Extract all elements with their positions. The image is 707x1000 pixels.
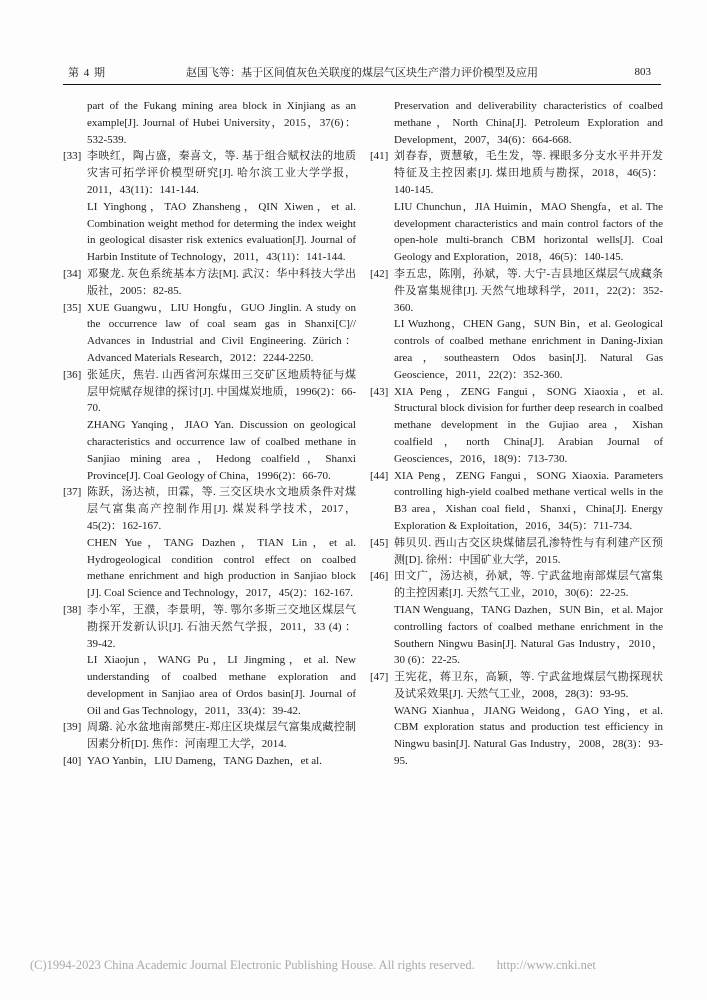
reference-body: [87, 266, 356, 300]
reference-entry: [63, 484, 356, 602]
reference-paragraph: LI Wuzhong，CHEN Gang，SUN Bin，et al. Geological controls of coalbed methane enrichment in Daning-Jixian area，southeastern Odos basin[J]. Natural Gas Geoscience，2011，22(2)：352-360.: [394, 318, 663, 381]
reference-number: [46]: [370, 570, 389, 583]
header-rule: [63, 84, 661, 85]
reference-body: [394, 266, 663, 384]
reference-paragraph: 李五忠，陈刚，孙斌，等. 大宁-吉县地区煤层气成藏条件及富集规律[J]. 天然气地球科学，2011，22(2)：352-360.: [394, 267, 663, 314]
references-right-column: [370, 98, 663, 770]
reference-body: [87, 719, 356, 753]
reference-entry: [370, 568, 663, 669]
reference-entry: [63, 367, 356, 485]
reference-paragraph: XUE Guangwu，LIU Hongfu，GUO Jinglin. A study on the occurrence law of coal seam gas in Shanxi[C]// Advances in Industrial and Civil Engineering. Zürich：Advanced Materials Research，2012：2244-2250.: [87, 301, 356, 364]
reference-body: [394, 468, 663, 535]
reference-paragraph: XIA Peng，ZENG Fangui，SONG Xiaoxia. Parameters controlling high-yield coalbed methane vertical wells in the B3 area，Xishan coal field，Shanxi，China[J]. Energy Exploration & Exploitation，2016，34(5)：711-734.: [394, 469, 663, 532]
reference-entry: [370, 669, 663, 770]
reference-paragraph: WANG Xianhua，JIANG Weidong，GAO Ying，et al. CBM exploration status and production test efficiency in Ningwu basin[J]. Natural Gas Industry，2008，28(3)：93-95.: [394, 704, 663, 768]
reference-entry: [63, 148, 356, 266]
reference-body: [87, 300, 356, 367]
reference-paragraph: ZHANG Yanqing，JIAO Yan. Discussion on geological characteristics and occurrence law of coalbed methane in Sanjiao mining area，Hedong coalfield，Shanxi Province[J]. Coal Geology of China，1996(2)：66-70.: [87, 419, 356, 482]
reference-entry: [63, 719, 356, 753]
reference-entry: [63, 753, 356, 770]
page-number: 803: [634, 66, 651, 78]
reference-paragraph: 李映红，陶占盛，秦喜文，等. 基于组合赋权法的地质灾害可拓学评价模型研究[J]. 哈尔滨工业大学学报，2011，43(11)：141-144.: [87, 150, 356, 196]
reference-number: [370, 98, 394, 148]
reference-paragraph: CHEN Yue，TANG Dazhen，TIAN Lin，et al. Hydrogeological condition control effect on coalbed methane enrichment and high production in Sanjiao block [J]. Coal Science and Technology，2017，45(2)：162-167.: [87, 536, 356, 600]
reference-number: [43]: [370, 385, 389, 398]
reference-paragraph: YAO Yanbin，LIU Dameng，TANG Dazhen，et al.: [87, 755, 322, 768]
reference-number: [33]: [63, 150, 82, 163]
reference-number: [34]: [63, 267, 82, 280]
cnki-url: http://www.cnki.net: [496, 958, 596, 972]
reference-paragraph: TIAN Wenguang，TANG Dazhen，SUN Bin，et al. Major controlling factors of coalbed methane enrichment in the Southern Ningwu Basin[J]. Natural Gas Industry，2010，30 (6)：22-25.: [394, 603, 663, 667]
reference-paragraph: Preservation and deliverability characteristics of coalbed methane，North China[J]. Petroleum Exploration and Development，2007，34(6)：664-668.: [394, 100, 663, 146]
reference-body: [87, 148, 356, 266]
reference-number: [36]: [63, 368, 82, 381]
reference-body: [394, 669, 663, 770]
reference-body: [87, 484, 356, 602]
reference-number: [63, 98, 87, 148]
reference-body: [394, 535, 663, 569]
reference-body: [87, 367, 356, 485]
reference-entry: [63, 266, 356, 300]
reference-body: [394, 148, 663, 266]
reference-paragraph: 刘春春，贾慧敏，毛生发，等. 裸眼多分支水平井开发特征及主控因素[J]. 煤田地质与勘探，2018，46(5)：140-145.: [394, 150, 663, 196]
reference-body: [87, 753, 356, 770]
reference-number: [35]: [63, 301, 82, 314]
issue-label: 第 4 期: [68, 67, 106, 79]
reference-paragraph: LI Xiaojun，WANG Pu，LI Jingming，et al. New understanding of coalbed methane exploration and development in Sanjiao area of Ordos basin[J]. Journal of Oil and Gas Technology，2011，33(4)：39-42.: [87, 654, 356, 717]
reference-body: [87, 602, 356, 720]
page-footer: [30, 958, 690, 973]
reference-paragraph: 田文广，汤达祯，孙斌，等. 宁武盆地南部煤层气富集的主控因素[J]. 天然气工业，2010，30(6)：22-25.: [394, 570, 663, 600]
reference-entry: [370, 98, 663, 148]
reference-paragraph: 王宪花，蒋卫东，高颖，等. 宁武盆地煤层气勘探现状及试采效果[J]. 天然气工业，2008，28(3)：93-95.: [394, 671, 663, 700]
reference-paragraph: 邓聚龙. 灰色系统基本方法[M]. 武汉：华中科技大学出版社，2005：82-85.: [87, 267, 356, 297]
running-title: 赵国飞等：基于区间值灰色关联度的煤层气区块生产潜力评价模型及应用: [186, 67, 538, 79]
reference-body: [394, 568, 663, 669]
reference-entry: [63, 602, 356, 720]
reference-number: [38]: [63, 603, 82, 616]
reference-paragraph: 张延庆，焦岩. 山西省河东煤田三交矿区地质特征与煤层甲烷赋存规律的探讨[J]. 中国煤炭地质，1996(2)：66-70.: [87, 368, 356, 415]
reference-entry: [63, 98, 356, 148]
reference-number: [44]: [370, 469, 389, 482]
reference-number: [40]: [63, 755, 82, 768]
reference-number: [41]: [370, 150, 389, 163]
reference-entry: [63, 300, 356, 367]
reference-paragraph: 李小军，王濮，李景明，等. 鄂尔多斯三交地区煤层气勘探开发新认识[J]. 石油天然气学报，2011，33 (4) ：39-42.: [87, 603, 356, 650]
reference-entry: [370, 266, 663, 384]
reference-number: [45]: [370, 536, 389, 549]
reference-body: [394, 384, 663, 468]
reference-entry: [370, 384, 663, 468]
reference-number: [39]: [63, 721, 82, 734]
reference-paragraph: XIA Peng，ZENG Fangui，SONG Xiaoxia，et al. Structural block division for further deep research in coalbed methane development in the Gujiao area，Xishan coalfield，north China[J]. Arabian Journal of Geosciences，2016，18(9)：713-730.: [394, 385, 663, 465]
reference-body: [87, 98, 356, 148]
reference-entry: [370, 535, 663, 569]
references-left-column: [63, 98, 356, 770]
reference-body: [394, 98, 663, 148]
reference-paragraph: 周璐. 沁水盆地南部樊庄-郑庄区块煤层气富集成藏控制因素分析[D]. 焦作：河南理工大学，2014.: [87, 721, 356, 751]
reference-entry: [370, 468, 663, 535]
reference-number: [42]: [370, 267, 389, 280]
page-header: [63, 64, 661, 82]
reference-number: [47]: [370, 671, 389, 684]
references-section: [63, 98, 663, 770]
reference-paragraph: LIU Chunchun，JIA Huimin，MAO Shengfa，et al. The development characteristics and main control factors of the open-hole multi-branch CBM horizontal wells[J]. Coal Geology and Exploration，2018，46(5)：140-145.: [394, 200, 663, 264]
reference-paragraph: part of the Fukang mining area block in Xinjiang as an example[J]. Journal of Hubei University，2015，37(6)：532-539.: [87, 100, 356, 146]
reference-paragraph: 韩贝贝. 西山古交区块煤储层孔渗特性与有利建产区预测[D]. 徐州：中国矿业大学，2015.: [394, 536, 663, 566]
reference-number: [37]: [63, 486, 82, 499]
copyright-text: (C)1994-2023 China Academic Journal Electronic Publishing House. All rights reserved.: [30, 958, 475, 972]
reference-paragraph: 陈跃，汤达祯，田霖，等. 三交区块水文地质条件对煤层气富集高产控制作用[J]. 煤炭科学技术，2017，45(2)：162-167.: [87, 486, 356, 532]
reference-paragraph: LI Yinghong，TAO Zhansheng，QIN Xiwen，et al. Combination weight method for determing the index weight in geological disaster risk extenics evaluation[J]. Journal of Harbin Institute of Technology，2011，43(11)：141-144.: [87, 200, 356, 264]
reference-entry: [370, 148, 663, 266]
